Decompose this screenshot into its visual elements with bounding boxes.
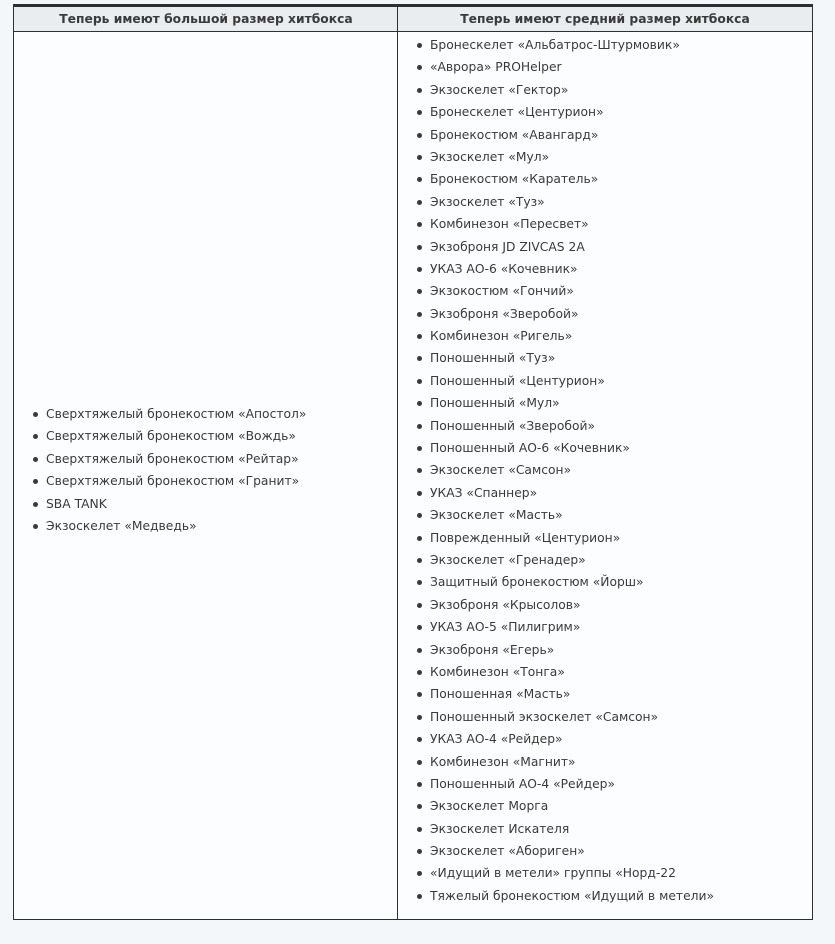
large-hitbox-list bbox=[14, 403, 397, 537]
list-item: Бронекостюм «Каратель» bbox=[398, 168, 812, 190]
list-item: Экзоскелет Морга bbox=[398, 795, 812, 817]
list-item: Комбинезон «Ригель» bbox=[398, 325, 812, 347]
list-item: Поношенный «Туз» bbox=[398, 347, 812, 369]
list-item: Экзоскелет Искателя bbox=[398, 818, 812, 840]
list-item: Комбинезон «Тонга» bbox=[398, 661, 812, 683]
list-item: Тяжелый бронекостюм «Идущий в метели» bbox=[398, 885, 812, 907]
list-item: Экзокостюм «Гончий» bbox=[398, 280, 812, 302]
list-item: Экзоброня «Крысолов» bbox=[398, 594, 812, 616]
list-item: Бронескелет «Центурион» bbox=[398, 101, 812, 123]
list-item: УКАЗ АО-6 «Кочевник» bbox=[398, 258, 812, 280]
hitbox-table bbox=[13, 6, 813, 920]
list-item: Экзоскелет «Медведь» bbox=[14, 515, 397, 537]
list-item: «Идущий в метели» группы «Норд-22 bbox=[398, 862, 812, 884]
list-item: Экзоброня «Зверобой» bbox=[398, 303, 812, 325]
list-item: Экзоскелет «Масть» bbox=[398, 504, 812, 526]
list-item: Бронекостюм «Авангард» bbox=[398, 124, 812, 146]
list-item: Поношенный «Центурион» bbox=[398, 370, 812, 392]
list-item: УКАЗ АО-5 «Пилигрим» bbox=[398, 616, 812, 638]
header-medium-hitbox: Теперь имеют средний размер хитбокса bbox=[398, 7, 812, 32]
list-item: Поврежденный «Центурион» bbox=[398, 527, 812, 549]
list-item: Сверхтяжелый бронекостюм «Рейтар» bbox=[14, 448, 397, 470]
list-item: Комбинезон «Пересвет» bbox=[398, 213, 812, 235]
list-item: Бронескелет «Альбатрос-Штурмовик» bbox=[398, 34, 812, 56]
list-item: Экзоскелет «Мул» bbox=[398, 146, 812, 168]
list-item: Сверхтяжелый бронекостюм «Вождь» bbox=[14, 425, 397, 447]
list-item: Поношенный АО-4 «Рейдер» bbox=[398, 773, 812, 795]
list-item: Экзоскелет «Гектор» bbox=[398, 79, 812, 101]
list-item: УКАЗ АО-4 «Рейдер» bbox=[398, 728, 812, 750]
list-item: Сверхтяжелый бронекостюм «Апостол» bbox=[14, 403, 397, 425]
list-item: SBA TANK bbox=[14, 493, 397, 515]
list-item: «Аврора» PROHelper bbox=[398, 56, 812, 78]
medium-hitbox-list bbox=[398, 34, 812, 907]
list-item: Поношенная «Масть» bbox=[398, 683, 812, 705]
list-item: Поношенный АО-6 «Кочевник» bbox=[398, 437, 812, 459]
list-item: Экзоброня «Егерь» bbox=[398, 639, 812, 661]
header-large-hitbox: Теперь имеют большой размер хитбокса bbox=[14, 7, 398, 32]
list-item: Экзоскелет «Самсон» bbox=[398, 459, 812, 481]
list-item: Поношенный экзоскелет «Самсон» bbox=[398, 706, 812, 728]
list-item: Экзоскелет «Гренадер» bbox=[398, 549, 812, 571]
list-item: Экзоскелет «Туз» bbox=[398, 191, 812, 213]
list-item: Комбинезон «Магнит» bbox=[398, 751, 812, 773]
list-item: Поношенный «Зверобой» bbox=[398, 415, 812, 437]
list-item: Сверхтяжелый бронекостюм «Гранит» bbox=[14, 470, 397, 492]
list-item: Поношенный «Мул» bbox=[398, 392, 812, 414]
list-item: Защитный бронекостюм «Йорш» bbox=[398, 571, 812, 593]
list-item: Экзоскелет «Абориген» bbox=[398, 840, 812, 862]
list-item: УКАЗ «Спаннер» bbox=[398, 482, 812, 504]
list-item: Экзоброня JD ZIVCAS 2A bbox=[398, 236, 812, 258]
